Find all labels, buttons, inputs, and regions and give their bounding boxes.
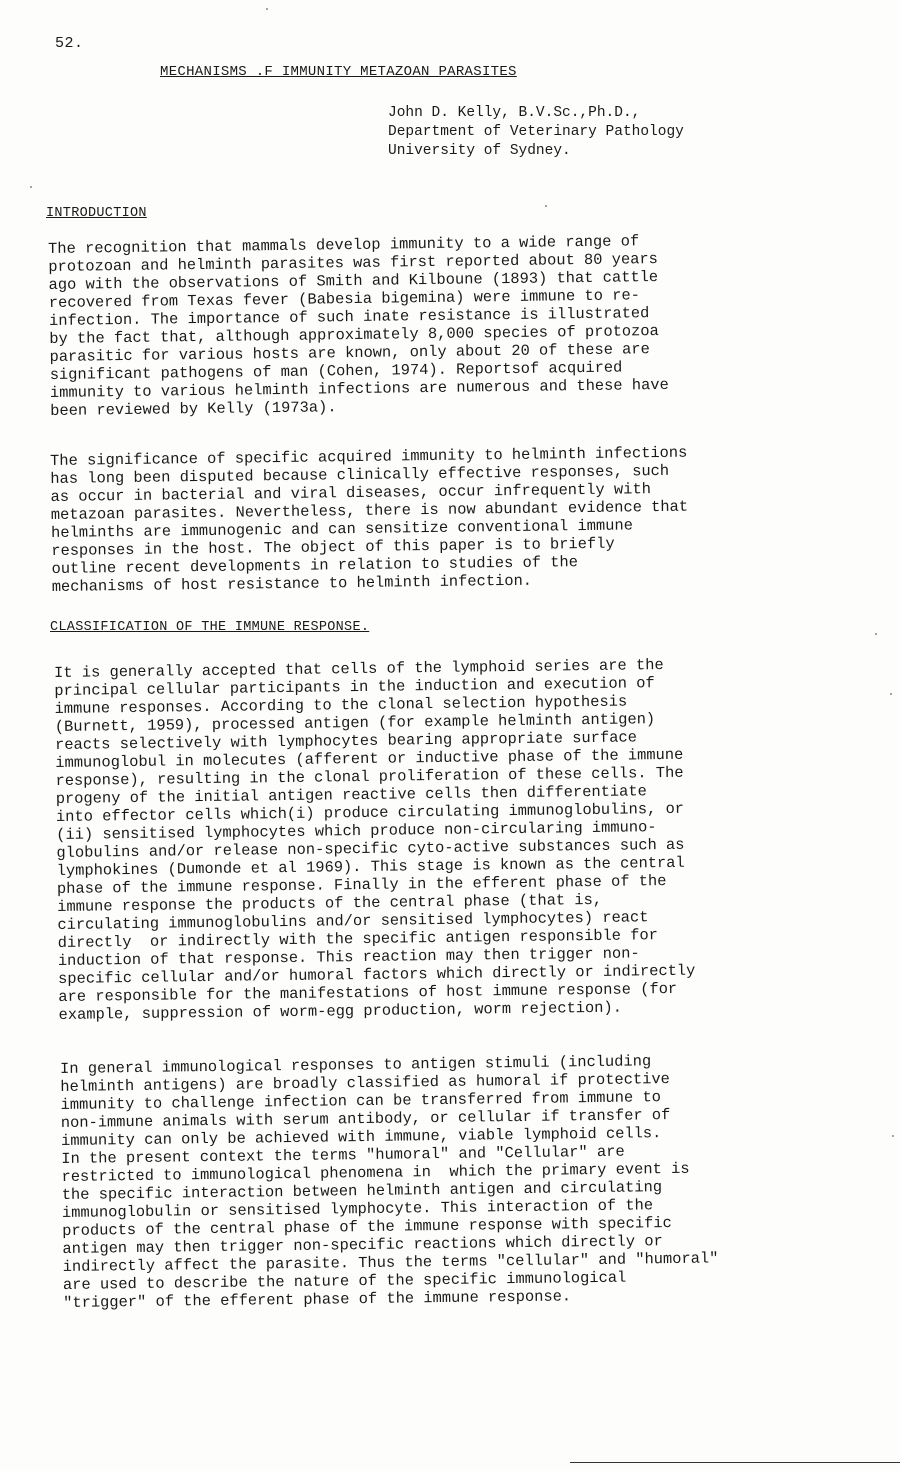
- author-block: [388, 104, 684, 161]
- scan-speck: [875, 633, 877, 635]
- author-university: University of Sydney.: [388, 143, 571, 159]
- section-heading-classification: CLASSIFICATION OF THE IMMUNE RESPONSE.: [50, 620, 370, 635]
- scan-speck: [890, 693, 892, 695]
- paragraph-classification-2: In general immunological responses to antigen stimuli (including helminth antigens) are broadly classified as humoral if protective immunity to challenge infection can be transferred from immune to non-immune animals with serum antibody, or cellular if transfer of immunity can only be achieved with immune, viable lymphoid cells. In the present context the terms "humoral" and "Cellular" are restricted to immunological phenomena in which the primary event is the specific interaction between helminth antigen and circulating immunoglobulin or sensitised lymphocyte. This interaction of the products of the central phase of the immune response with specific antigen may then trigger non-specific reactions which directly or indirectly affect the parasite. Thus the terms "cellular" and "humoral" are used to describe the nature of the specific immunological "trigger" of the efferent phase of the immune response.: [60, 1052, 719, 1312]
- author-name: John D. Kelly, B.V.Sc.,Ph.D.,: [388, 105, 641, 121]
- scan-speck: [266, 8, 268, 10]
- paragraph-introduction-2: The significance of specific acquired immunity to helminth infections has long been disputed because clinically effective responses, such as occur in bacterial and viral diseases, occur infrequently with metazoan parasites. Nevertheless, there is now abundant evidence that helminths are immunogenic and can sensitize conventional immune responses in the host. The object of this paper is to briefly outline recent developments in relation to studies of the mechanisms of host resistance to helminth infection.: [50, 443, 689, 596]
- page-number: 52.: [55, 35, 84, 52]
- scan-speck: [892, 1135, 894, 1137]
- scan-speck: [545, 205, 547, 207]
- paragraph-introduction-1: The recognition that mammals develop immunity to a wide range of protozoan and helminth parasites was first reported about 80 years ago with the observations of Smith and Kilboune (1893) that cattle recovered from Texas fever (Babesia bigemina) were immune to re- infection. The importance of such inate resistance is illustrated by the fact that, although approximately 8,000 species of protozoa parasitic for various hosts are known, only about 20 of these are significant pathogens of man (Cohen, 1974). Reportsof acquired immunity to various helminth infections are numerous and these have been reviewed by Kelly (1973a).: [48, 232, 669, 420]
- scan-speck: [30, 186, 32, 188]
- footer-rule: [570, 1462, 900, 1463]
- author-department: Department of Veterinary Pathology: [388, 124, 684, 140]
- document-title: MECHANISMS .F IMMUNITY METAZOAN PARASITES: [160, 64, 517, 80]
- section-heading-introduction: INTRODUCTION: [46, 206, 147, 221]
- paragraph-classification-1: It is generally accepted that cells of the lymphoid series are the principal cellular participants in the induction and execution of immune responses. According to the clonal selection hypothesis (Burnett, 1959), processed antigen (for example helminth antigen) reacts selectively with lymphocytes bearing appropriate surface immunoglobul in molecutes (afferent or inductive phase of the immune response), resulting in the clonal proliferation of these cells. The progeny of the initial antigen reactive cells then differentiate into effector cells which(i) produce circulating immunoglobulins, or (ii) sensitised lymphocytes which produce non-circularing immuno- globulins and/or release non-specific cyto-active substances such as lymphokines (Dumonde et al 1969). This stage is known as the central phase of the immune response. Finally in the efferent phase of the immune response the products of the central phase (that is, circulating immunoglobulins and/or sensitised lymphocytes) react directly or indirectly with the specific antigen responsible for induction of that response. This reaction may then trigger non- specific cellular and/or humoral factors which directly or indirectly are responsible for the manifestations of host immune response (for example, suppression of worm-egg production, worm rejection).: [54, 656, 696, 1024]
